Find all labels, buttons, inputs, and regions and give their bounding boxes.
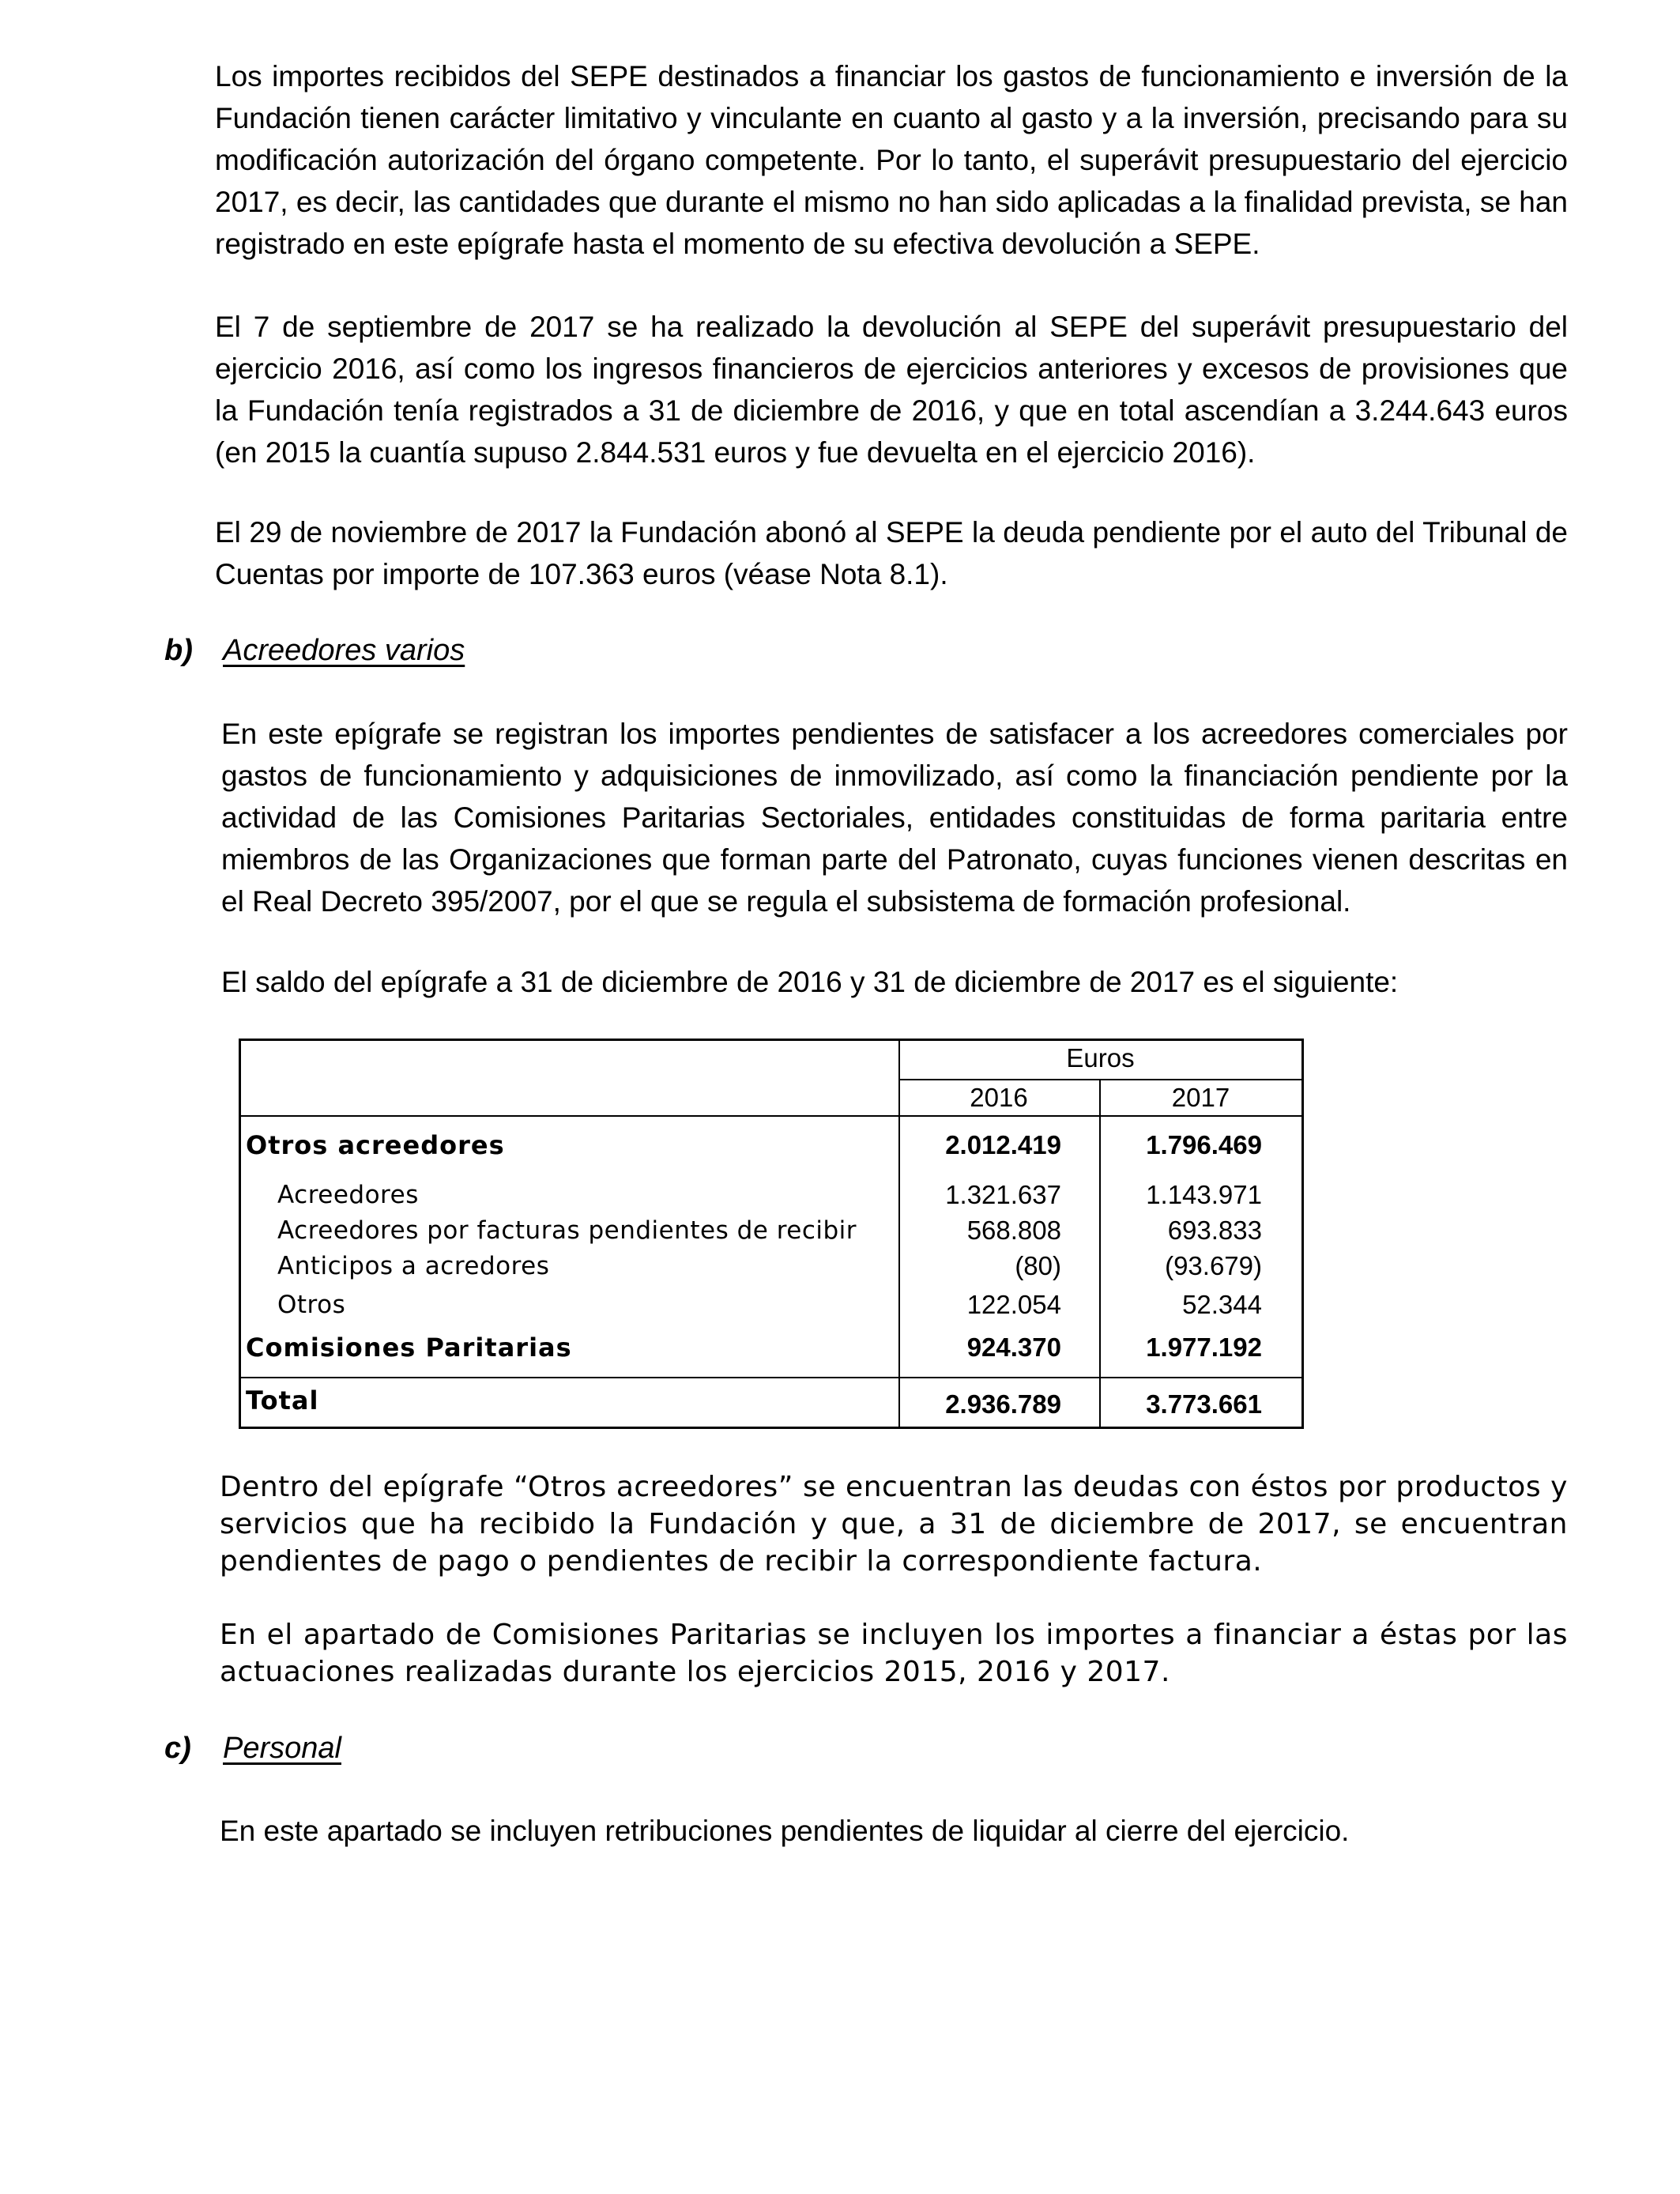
table-header-2016: 2016 (970, 1083, 1028, 1112)
section-title: Personal (223, 1732, 341, 1765)
section-title: Acreedores varios (223, 634, 465, 667)
table-cell-2017: 1.143.971 (1146, 1180, 1262, 1209)
paragraph-tribunal-cuentas: El 29 de noviembre de 2017 la Fundación abonó al SEPE la deuda pendiente por el auto del Tribunal de Cuentas por importe de 107.363 euros (véase Nota 8.1). (215, 516, 1568, 590)
table-cell-2016: 1.321.637 (945, 1180, 1061, 1209)
table-cell-2017: 1.796.469 (1146, 1130, 1262, 1159)
paragraph-otros-acreedores: Dentro del epígrafe “Otros acreedores” se encuentran las deudas con éstos por productos y servicios que ha recibido la Fundación y que, a 31 de diciembre de 2017, se encuentran pendientes de pago o pendientes de recibir la correspondiente factura. (220, 1471, 1568, 1578)
table-cell-2017: 52.344 (1182, 1290, 1262, 1319)
table-cell-2016: 568.808 (966, 1216, 1061, 1245)
paragraph-sepe-importes: Los importes recibidos del SEPE destinados a financiar los gastos de funcionamiento e inversión de la Fundación tienen carácter limitativo y vinculante en cuanto al gasto y a la inversión, precisando para su modificación autorización del órgano competente. Por lo tanto, el superávit presupuestario del ejercicio 2017, es decir, las cantidades que durante el mismo no han sido aplicadas a la finalidad prevista, se han registrado en este epígrafe hasta el momento de su efectiva devolución a SEPE. (215, 60, 1568, 260)
table-row-label: Acreedores por facturas pendientes de recibir (277, 1216, 857, 1245)
paragraph-saldo-intro: El saldo del epígrafe a 31 de diciembre de 2016 y 31 de diciembre de 2017 es el siguiente: (221, 966, 1399, 998)
table-cell-2016: (80) (1015, 1251, 1061, 1280)
table-cell-2016: 2.936.789 (945, 1389, 1061, 1419)
table-row-label: Acreedores (277, 1181, 419, 1209)
paragraph-acreedores-descripcion: En este epígrafe se registran los importes pendientes de satisfacer a los acreedores comerciales por gastos de funcionamiento y adquisiciones de inmovilizado, así como la financiación pendiente por la actividad de las Comisiones Paritarias Sectoriales, entidades constituidas de forma paritaria entre miembros de las Organizaciones que forman parte del Patronato, cuyas funciones vienen descritas en el Real Decreto 395/2007, por el que se regula el subsistema de formación profesional. (221, 718, 1568, 918)
table-row-label: Otros acreedores (246, 1130, 505, 1160)
table-row-label: Comisiones Paritarias (246, 1333, 572, 1363)
table-cell-2016: 924.370 (966, 1333, 1061, 1362)
section-heading-acreedores-varios (164, 631, 465, 670)
section-letter: c) (164, 1732, 191, 1765)
table-header-currency: Euros (1066, 1043, 1135, 1072)
paragraph-retribuciones: En este apartado se incluyen retribuciones pendientes de liquidar al cierre del ejercicio. (220, 1815, 1350, 1847)
table-cell-2017: (93.679) (1165, 1251, 1262, 1280)
table-cell-2017: 1.977.192 (1146, 1333, 1262, 1362)
table-row-label: Otros (277, 1291, 346, 1319)
table-cell-2017: 3.773.661 (1146, 1389, 1262, 1419)
table-cell-2017: 693.833 (1167, 1216, 1262, 1245)
table-row-label: Total (246, 1385, 319, 1416)
section-heading-personal (164, 1728, 341, 1768)
paragraph-devolucion-superavit: El 7 de septiembre de 2017 se ha realizado la devolución al SEPE del superávit presupuestario del ejercicio 2016, así como los ingresos financieros de ejercicios anteriores y excesos de provisiones que la Fundación tenía registrados a 31 de diciembre de 2016, y que en total ascendían a 3.244.643 euros (en 2015 la cuantía supuso 2.844.531 euros y fue devuelta en el ejercicio 2016). (215, 311, 1568, 469)
table-cell-2016: 2.012.419 (945, 1130, 1061, 1159)
table-header-2017: 2017 (1171, 1083, 1230, 1112)
paragraph-comisiones-paritarias: En el apartado de Comisiones Paritarias se incluyen los importes a financiar a éstas por las actuaciones realizadas durante los ejercicios 2015, 2016 y 2017. (220, 1619, 1568, 1688)
acreedores-table (239, 1039, 1304, 1429)
table-row-label: Anticipos a acredores (277, 1252, 550, 1280)
section-letter: b) (164, 634, 193, 667)
table-cell-2016: 122.054 (966, 1290, 1061, 1319)
